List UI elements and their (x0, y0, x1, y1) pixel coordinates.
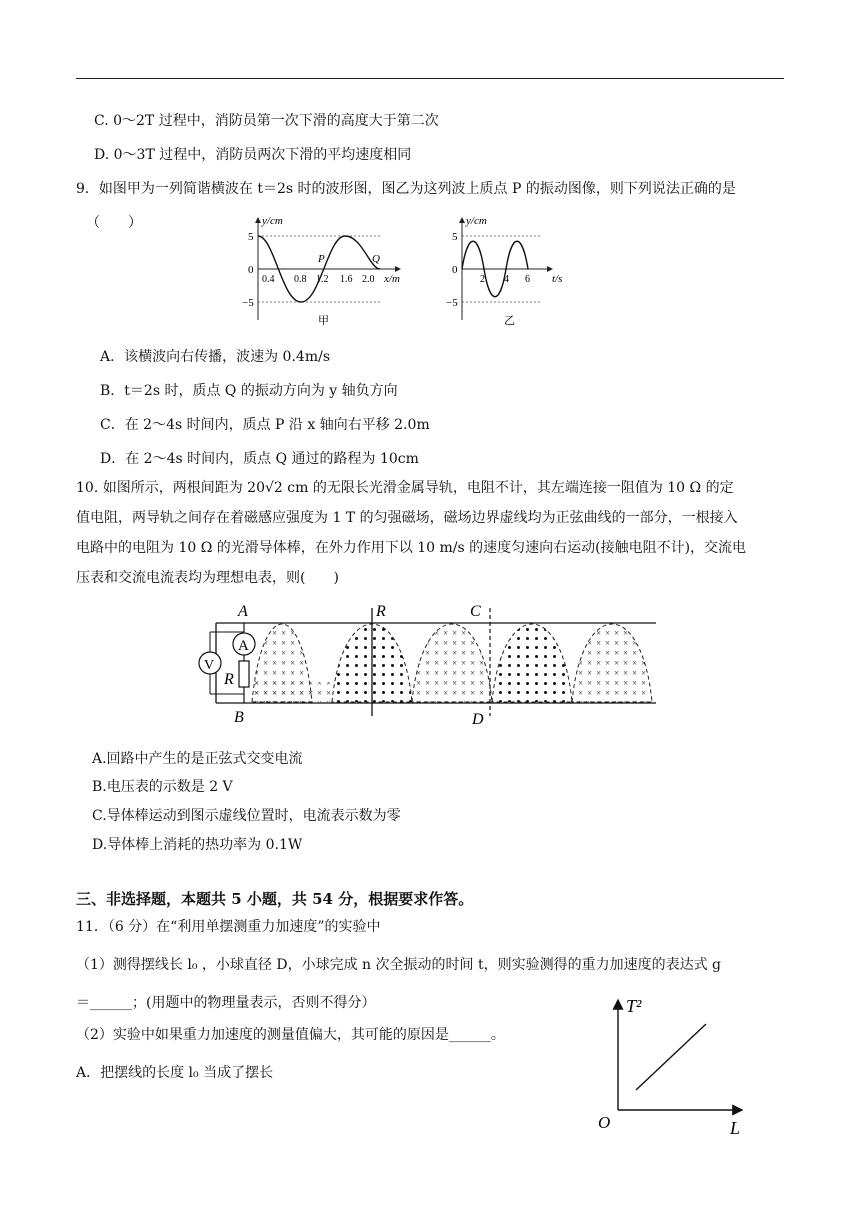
graph-origin: O (598, 1113, 611, 1132)
jia-xtick-1.6: 1.6 (340, 274, 353, 285)
ammeter-label: A (238, 638, 249, 654)
q11-part1: （1）测得摆线长 l₀ ，小球直径 D，小球完成 n 次全振动的时间 t，则实验测得的重力加速度的表达式 g (76, 957, 721, 973)
label-r-top: R (376, 603, 386, 620)
q8-option-d: D. 0～3T 过程中，消防员两次下滑的平均速度相同 (94, 147, 412, 163)
jia-xtick-2.0: 2.0 (362, 274, 375, 285)
q10-stem-line3: 电路中的电阻为 10 Ω 的光滑导体棒，在外力作用下以 10 m/s 的速度匀速向右运动(接触电阻不计)，交流电 (76, 540, 747, 556)
field-hump-3 (412, 624, 492, 702)
header-rule (76, 78, 784, 79)
yi-xlabel: t/s (552, 273, 563, 285)
q11-option-a: A．把摆线的长度 l₀ 当成了摆长 (76, 1065, 274, 1081)
q11-stem: 11．（6 分）在“利用单摆测重力加速度”的实验中 (76, 919, 381, 935)
label-b: B (234, 709, 244, 726)
q10-option-d: D.导体棒上消耗的热功率为 0.1W (92, 837, 303, 853)
label-a: A (238, 603, 248, 620)
yi-xtick-4: 4 (504, 274, 509, 285)
q10-rail-figure (190, 598, 670, 730)
q11-t2-l-graph (592, 990, 752, 1140)
q9-option-c: C．在 2～4s 时间内，质点 P 沿 x 轴向右平移 2.0m (100, 417, 430, 433)
q10-option-c: C.导体棒运动到图示虚线位置时，电流表示数为零 (92, 808, 401, 824)
label-d: D (472, 711, 484, 728)
q10-stem-line1: 10. 如图所示，两根间距为 20√2 cm 的无限长光滑金属导轨，电阻不计，其左端连接一阻值为 10 Ω 的定 (76, 480, 734, 496)
q9-option-a: A．该横波向右传播，波速为 0.4m/s (100, 349, 331, 365)
graph-xlabel: L (730, 1118, 741, 1138)
q10-stem-line2: 值电阻，两导轨之间存在着磁感应强度为 1 T 的匀强磁场，磁场边界虚线均为正弦曲线的一部分，一根接入 (76, 510, 738, 526)
jia-ytick-0: 0 (248, 264, 254, 276)
q9-figure-jia (232, 210, 412, 334)
q9-figure-yi (440, 210, 580, 334)
q10-option-a: A.回路中产生的是正弦式交变电流 (92, 751, 303, 767)
jia-point-p: P (318, 253, 325, 265)
jia-ylabel: y/cm (262, 215, 283, 227)
yi-ylabel: y/cm (466, 215, 487, 227)
jia-point-q: Q (372, 253, 380, 265)
yi-ytick-0: 0 (452, 264, 458, 276)
field-hump-5 (572, 624, 652, 702)
q10-option-b: B.电压表的示数是 2 V (92, 779, 233, 795)
jia-xtick-0.8: 0.8 (294, 274, 307, 285)
label-c: C (470, 603, 481, 620)
field-hump-4 (492, 624, 572, 702)
jia-ytick-5: 5 (248, 231, 254, 243)
graph-ylabel: T² (626, 996, 642, 1016)
q10-stem-line4: 压表和交流电流表均为理想电表，则( ) (76, 570, 339, 586)
q9-option-d: D．在 2～4s 时间内，质点 Q 通过的路程为 10cm (100, 451, 419, 467)
jia-xtick-1.2: 1.2 (316, 274, 329, 285)
q9-answer-paren: （ ） (86, 215, 142, 231)
q11-part2: （2）实验中如果重力加速度的测量值偏大，其可能的原因是______。 (76, 1027, 505, 1043)
voltmeter-label: V (204, 658, 215, 673)
jia-ytick-neg5: −5 (242, 297, 254, 309)
jia-xlabel: x/m (384, 273, 400, 285)
q8-option-c: C. 0～2T 过程中，消防员第一次下滑的高度大于第二次 (94, 113, 439, 129)
q9-option-b: B．t＝2s 时，质点 Q 的振动方向为 y 轴负方向 (100, 383, 398, 399)
yi-ytick-5: 5 (452, 231, 458, 243)
yi-ytick-neg5: −5 (446, 297, 458, 309)
yi-xtick-2: 2 (480, 274, 485, 285)
label-r-left: R (224, 671, 234, 688)
jia-caption: 甲 (318, 315, 329, 327)
graph-line (636, 1024, 706, 1090)
q11-part1-cont: ＝______；(用题中的物理量表示，否则不得分） (76, 995, 376, 1011)
yi-caption: 乙 (504, 315, 515, 327)
yi-xtick-6: 6 (525, 274, 530, 285)
section3-heading: 三、非选择题，本题共 5 小题，共 54 分，根据要求作答。 (76, 890, 474, 908)
jia-xtick-0.4: 0.4 (262, 274, 275, 285)
resistor (239, 661, 249, 687)
q9-stem: 9．如图甲为一列简谐横波在 t＝2s 时的波形图，图乙为这列波上质点 P 的振动图像，则下列说法正确的是 (76, 181, 736, 197)
